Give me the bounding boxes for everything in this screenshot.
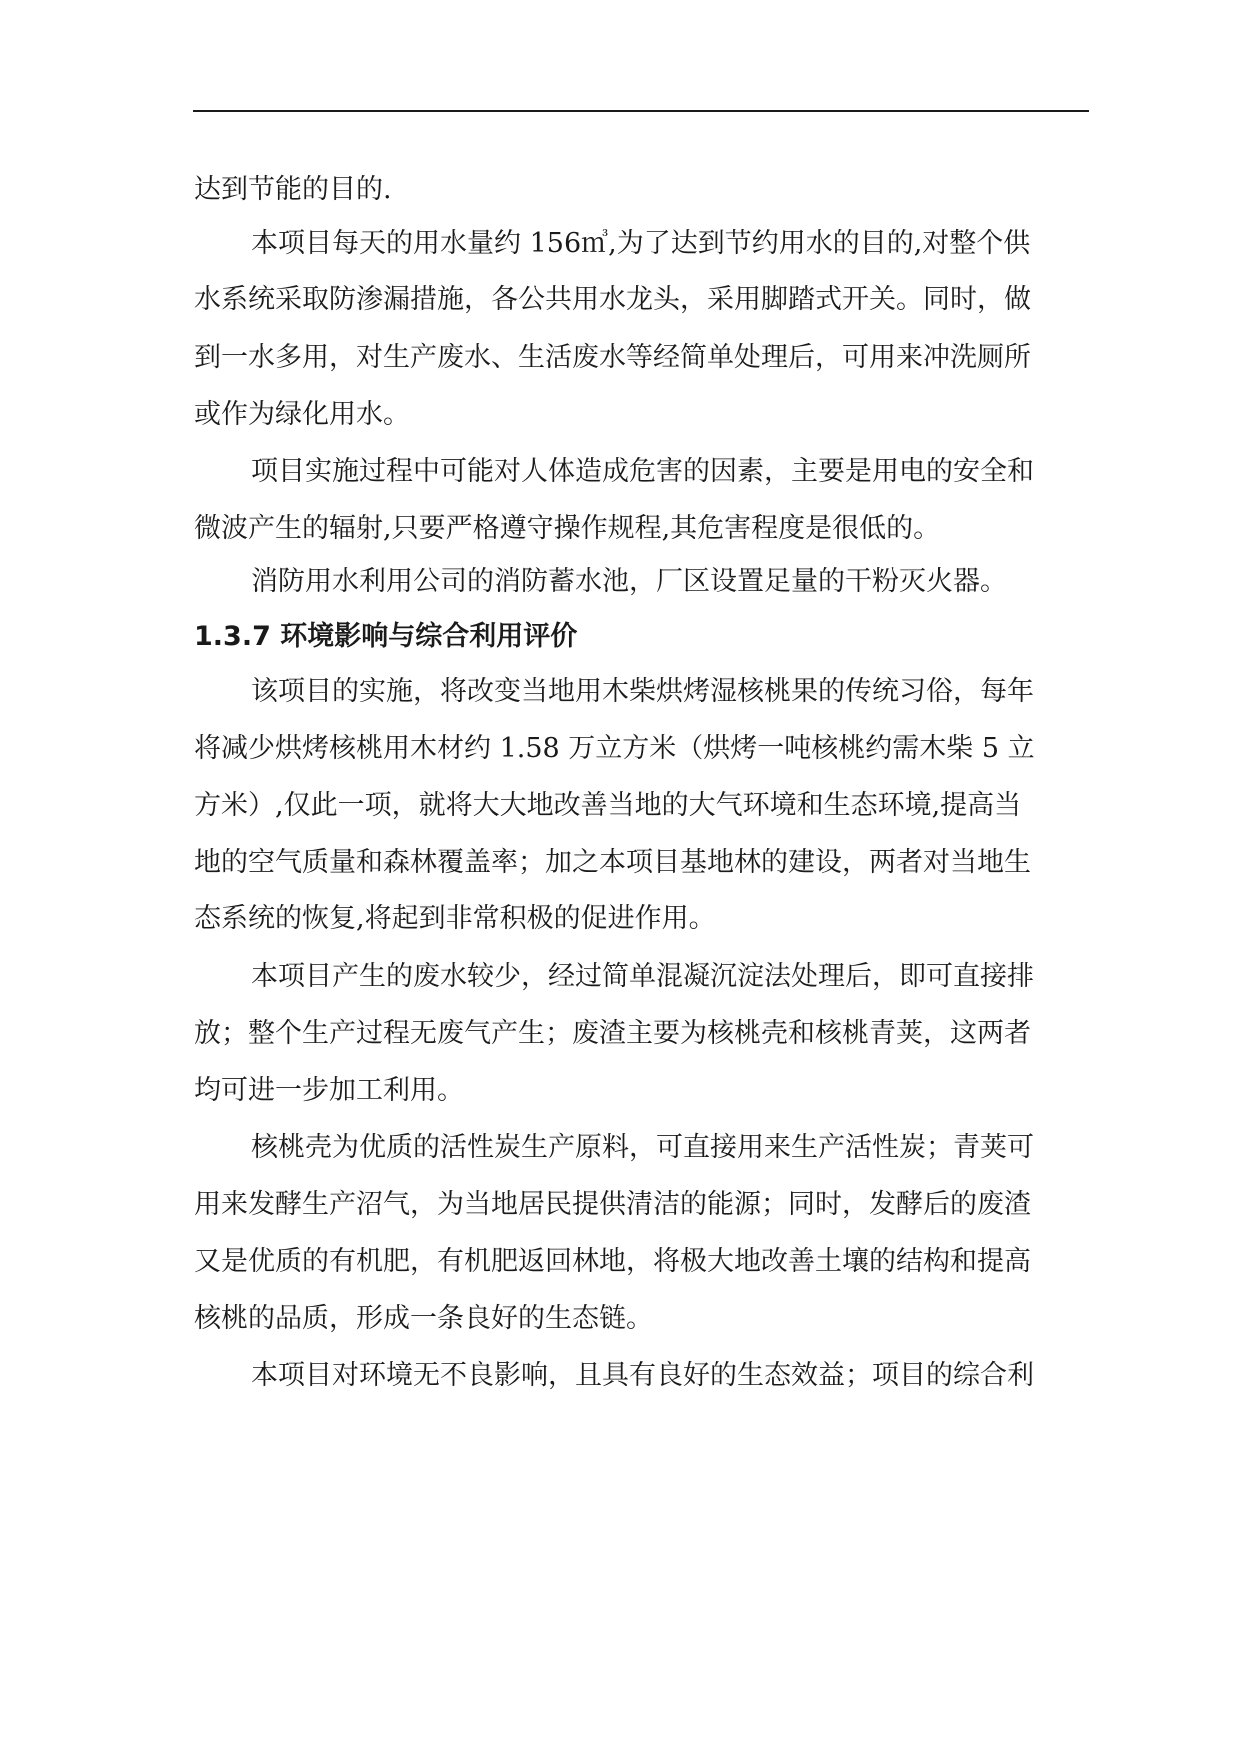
paragraph-line: 核桃壳为优质的活性炭生产原料，可直接用来生产活性炭；青荚可 [251, 1132, 1034, 1163]
paragraph-line: 本项目产生的废水较少，经过简单混凝沉淀法处理后，即可直接排 [251, 961, 1034, 992]
paragraph-line: 消防用水利用公司的消防蓄水池，厂区设置足量的干粉灭火器。 [251, 566, 1007, 597]
paragraph-line: 该项目的实施，将改变当地用木柴烘烤湿核桃果的传统习俗，每年 [251, 676, 1034, 707]
paragraph-line: 态系统的恢复,将起到非常积极的促进作用。 [194, 903, 716, 934]
section-heading: 1.3.7 环境影响与综合利用评价 [194, 621, 578, 652]
paragraph-line: 水系统采取防渗漏措施，各公共用水龙头，采用脚踏式开关。同时，做 [194, 284, 1031, 315]
paragraph-line: 又是优质的有机肥，有机肥返回林地，将极大地改善土壤的结构和提高 [194, 1246, 1031, 1277]
paragraph-line: 到一水多用，对生产废水、生活废水等经简单处理后，可用来冲洗厕所 [194, 342, 1031, 373]
header-rule [193, 110, 1089, 112]
paragraph-line: 本项目每天的用水量约 156㎥,为了达到节约用水的目的,对整个供 [251, 228, 1031, 259]
paragraph-line: 本项目对环境无不良影响，且具有良好的生态效益；项目的综合利 [251, 1360, 1034, 1391]
paragraph-line: 项目实施过程中可能对人体造成危害的因素，主要是用电的安全和 [251, 456, 1034, 487]
paragraph-line: 方米）,仅此一项，就将大大地改善当地的大气环境和生态环境,提高当 [194, 790, 1022, 821]
paragraph-line: 放；整个生产过程无废气产生；废渣主要为核桃壳和核桃青荚，这两者 [194, 1018, 1031, 1049]
paragraph-line: 将减少烘烤核桃用木材约 1.58 万立方米（烘烤一吨核桃约需木柴 5 立 [194, 733, 1035, 764]
paragraph-line: 用来发酵生产沼气，为当地居民提供清洁的能源；同时，发酵后的废渣 [194, 1189, 1031, 1220]
paragraph-line: 均可进一步加工利用。 [194, 1075, 464, 1106]
paragraph-line: 微波产生的辐射,只要严格遵守操作规程,其危害程度是很低的。 [194, 513, 941, 544]
paragraph-line: 达到节能的目的. [194, 174, 392, 205]
paragraph-line: 或作为绿化用水。 [194, 399, 410, 430]
paragraph-line: 地的空气质量和森林覆盖率；加之本项目基地林的建设，两者对当地生 [194, 847, 1031, 878]
paragraph-line: 核桃的品质，形成一条良好的生态链。 [194, 1303, 653, 1334]
